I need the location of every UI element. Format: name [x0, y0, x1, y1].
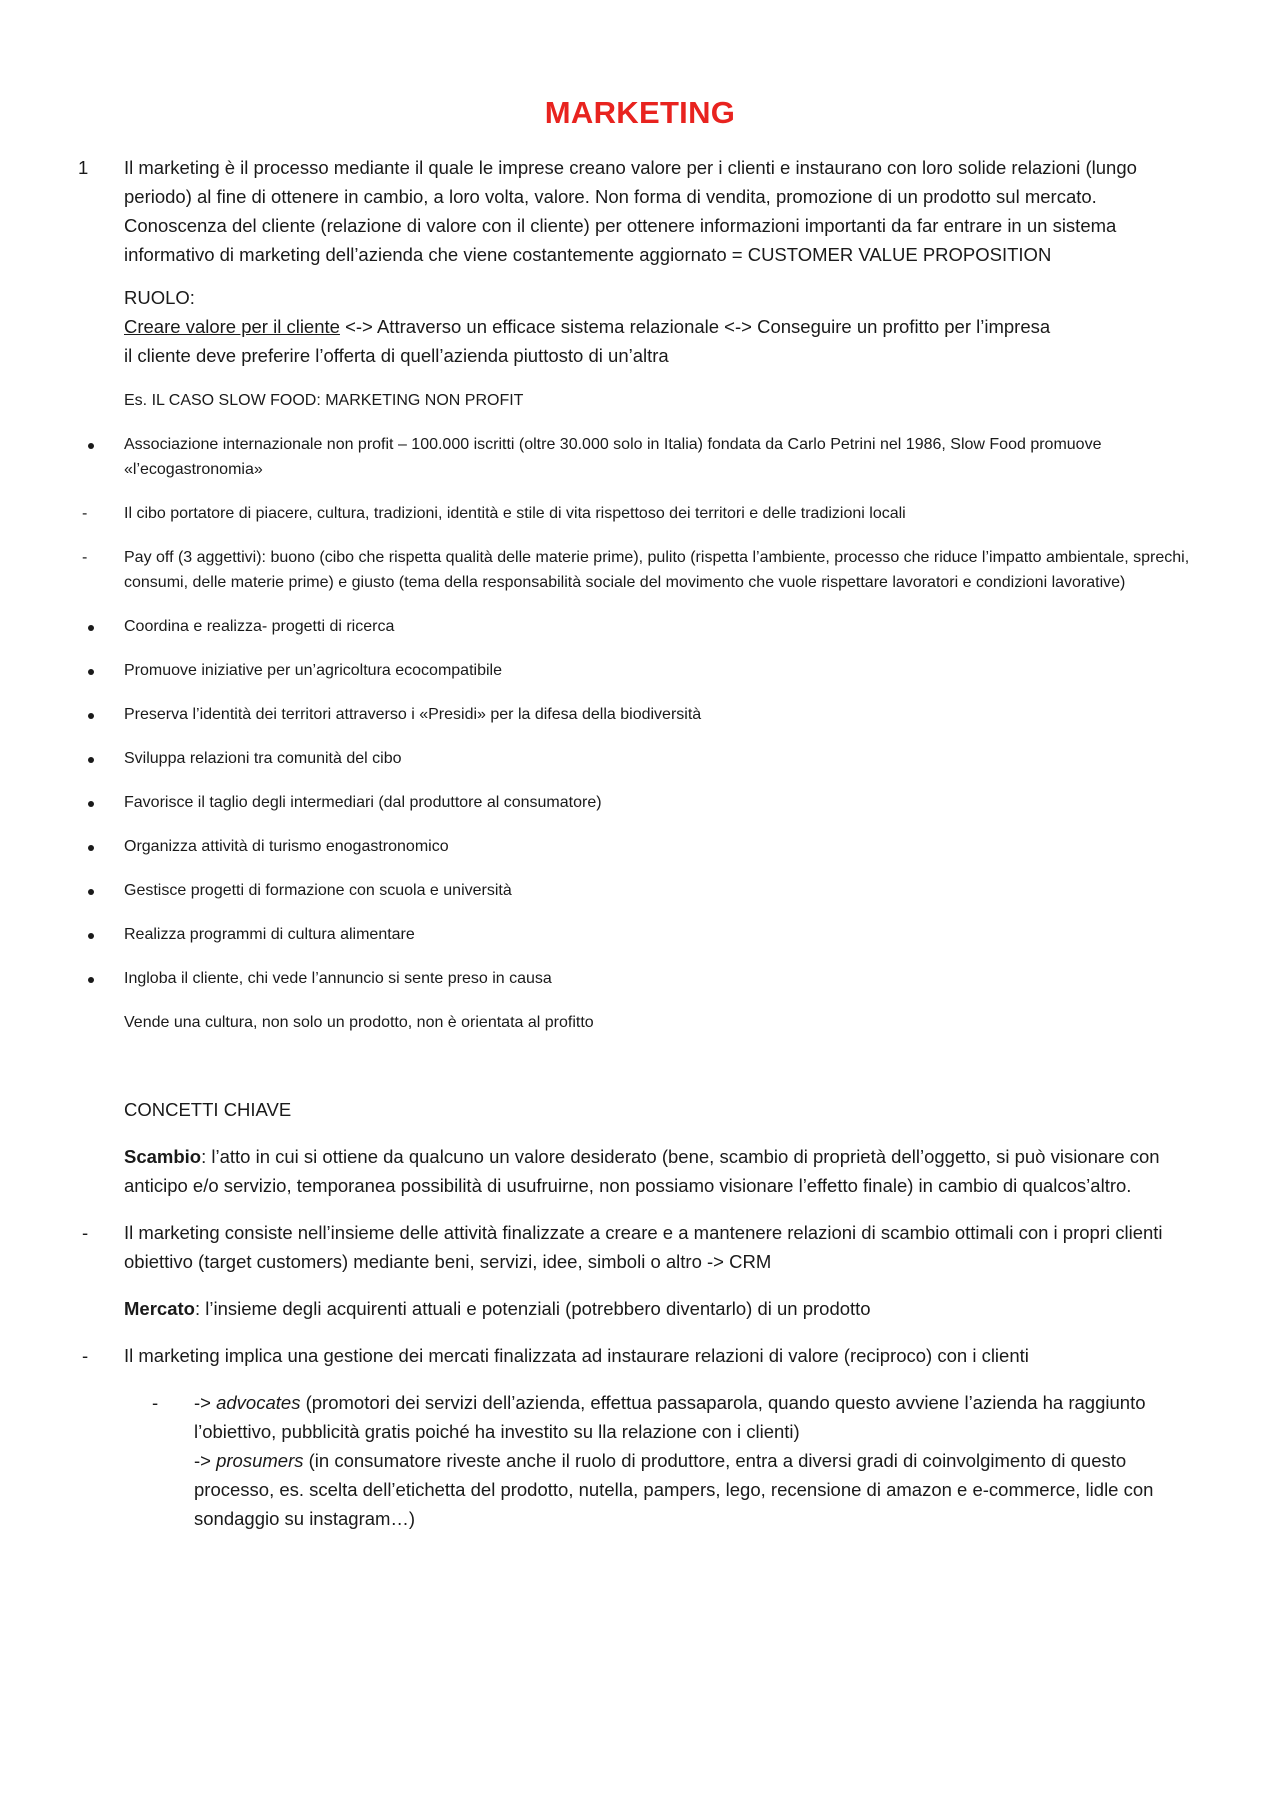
list-item — [72, 746, 1208, 771]
dash-item-crm — [72, 1218, 1208, 1276]
list-item-text: Organizza attività di turismo enogastronomico — [124, 838, 449, 855]
list-item — [72, 545, 1208, 595]
prosumers-line — [194, 1446, 1208, 1533]
arrow-text: -> — [194, 1450, 217, 1471]
ruolo-underlined-phrase: Creare valore per il cliente — [124, 316, 340, 337]
ruolo-heading: RUOLO: — [124, 287, 195, 308]
bullet-dot-icon — [88, 933, 94, 939]
bullet-dot-icon — [72, 658, 124, 683]
mercato-term: Mercato — [124, 1298, 195, 1319]
intro-paragraph-1: Il marketing è il processo mediante il quale le imprese creano valore per i clienti e instaurano con loro solide relazioni (lungo periodo) al fine di ottenere in cambio, a loro volta, valore. Non forma di vendita, promozione di un prodotto sul mercato. — [124, 157, 1137, 207]
bullet-dot-icon — [72, 790, 124, 815]
bullet-dot-icon — [72, 702, 124, 727]
prosumers-text: (in consumatore riveste anche il ruolo di produttore, entra a diversi gradi di coinvolgimento di questo processo, es. scelta dell’etichetta del prodotto, nutella, pampers, lego, recensione di amazon e e-commerce, lidle con sondaggio su instagram…) — [194, 1450, 1154, 1529]
bullet-dot-icon — [88, 713, 94, 719]
arrow-text: -> — [194, 1392, 217, 1413]
bullet-dot-icon — [88, 443, 94, 449]
ruolo-line-1-rest: <-> Attraverso un efficace sistema relazionale <-> Conseguire un profitto per l’impresa — [339, 316, 1051, 337]
dash-marker: - — [82, 505, 88, 522]
list-item-text: Gestisce progetti di formazione con scuola e università — [124, 882, 512, 899]
list-note: Vende una cultura, non solo un prodotto, non è orientata al profitto — [124, 1014, 594, 1031]
list-item-text: Il cibo portatore di piacere, cultura, tradizioni, identità e stile di vita rispettoso dei territori e delle tradizioni locali — [124, 505, 906, 522]
intro-section — [72, 153, 1208, 269]
bullet-dot-icon — [88, 669, 94, 675]
bullet-dot-icon — [72, 614, 124, 639]
list-item-text: Favorisce il taglio degli intermediari (dal produttore al consumatore) — [124, 794, 602, 811]
advocates-term: advocates — [216, 1392, 301, 1413]
bullet-dot-icon — [88, 757, 94, 763]
bullet-dot-icon — [88, 977, 94, 983]
bullet-dot-icon — [72, 746, 124, 771]
ruolo-section — [72, 283, 1208, 370]
bullet-dot-icon — [72, 966, 124, 991]
prosumers-term: prosumers — [216, 1450, 304, 1471]
list-item-text: Coordina e realizza- progetti di ricerca — [124, 618, 395, 635]
scambio-text: : l’atto in cui si ottiene da qualcuno un valore desiderato (bene, scambio di proprietà dell’oggetto, si può visionare con anticipo e/o servizio, temporanea possibilità di usufruirne, non possiamo visionare l’effetto finale) in cambio di qualcos’altro. — [124, 1146, 1160, 1196]
list-item — [72, 432, 1208, 482]
bullet-dot-icon — [88, 845, 94, 851]
list-item — [72, 878, 1208, 903]
list-item-text: Pay off (3 aggettivi): buono (cibo che rispetta qualità delle materie prime), pulito (rispetta l’ambiente, processo che riduce l’impatto ambientale, sprechi, consumi, delle materie prime) e giusto (tema della responsabilità sociale del movimento che vuole rispettare lavoratori e condizioni lavorative) — [124, 549, 1190, 591]
list-item — [72, 614, 1208, 639]
intro-paragraph-2: Conoscenza del cliente (relazione di valore con il cliente) per ottenere informazioni importanti da far entrare in un sistema informativo di marketing dell’azienda che viene costantemente aggiornato = CUSTOMER VALUE PROPOSITION — [124, 215, 1117, 265]
dash-item-text: Il marketing implica una gestione dei mercati finalizzata ad instaurare relazioni di valore (reciproco) con i clienti — [124, 1345, 1029, 1366]
list-item-text: Promuove iniziative per un’agricoltura ecocompatibile — [124, 662, 502, 679]
slow-food-list — [72, 432, 1208, 991]
list-item-text: Preserva l’identità dei territori attraverso i «Presidi» per la difesa della biodiversità — [124, 706, 702, 723]
scambio-term: Scambio — [124, 1146, 202, 1167]
section-number: 1 — [78, 157, 89, 178]
list-item — [72, 658, 1208, 683]
list-item — [72, 790, 1208, 815]
advocates-text: (promotori dei servizi dell’azienda, effettua passaparola, quando questo avviene l’azienda ha raggiunto l’obiettivo, pubblicità gratis poiché ha investito su lla relazione con i clienti) — [194, 1392, 1146, 1442]
dash-item-text: Il marketing consiste nell’insieme delle attività finalizzate a creare e a mantenere relazioni di scambio ottimali con i propri clienti obiettivo (target customers) mediante beni, servizi, idee, simboli o altro -> CRM — [124, 1222, 1163, 1272]
bullet-dot-icon — [88, 801, 94, 807]
scambio-definition — [72, 1142, 1208, 1200]
bullet-dot-icon — [72, 878, 124, 903]
list-item — [72, 702, 1208, 727]
bullet-dot-icon — [88, 889, 94, 895]
example-heading: Es. IL CASO SLOW FOOD: MARKETING NON PROFIT — [124, 392, 524, 409]
mercato-definition — [72, 1294, 1208, 1323]
dash-item-mercati — [72, 1341, 1208, 1370]
sub-item-advocates — [72, 1388, 1208, 1533]
advocates-line — [194, 1388, 1208, 1446]
dash-marker: - — [82, 1222, 89, 1243]
list-item — [72, 922, 1208, 947]
dash-marker: - — [82, 549, 88, 566]
ruolo-line-1 — [124, 312, 1208, 341]
list-item-text: Ingloba il cliente, chi vede l’annuncio si sente preso in causa — [124, 970, 552, 987]
sub-dash-marker: - — [152, 1392, 159, 1413]
list-item — [72, 501, 1208, 526]
list-item — [72, 834, 1208, 859]
concetti-heading: CONCETTI CHIAVE — [124, 1099, 292, 1120]
bullet-dot-icon — [72, 432, 124, 457]
mercato-text: : l’insieme degli acquirenti attuali e potenziali (potrebbero diventarlo) di un prodotto — [194, 1298, 871, 1319]
bullet-dot-icon — [72, 922, 124, 947]
list-item-text: Associazione internazionale non profit – 100.000 iscritti (oltre 30.000 solo in Italia) fondata da Carlo Petrini nel 1986, Slow Food promuove «l’ecogastronomia» — [124, 436, 1102, 478]
page-title: MARKETING — [544, 95, 736, 130]
list-item-text: Realizza programmi di cultura alimentare — [124, 926, 415, 943]
ruolo-line-2: il cliente deve preferire l’offerta di quell’azienda piuttosto di un’altra — [124, 345, 669, 366]
dash-marker: - — [82, 1345, 89, 1366]
bullet-dot-icon — [72, 834, 124, 859]
list-item — [72, 966, 1208, 991]
bullet-dot-icon — [88, 625, 94, 631]
list-item-text: Sviluppa relazioni tra comunità del cibo — [124, 750, 402, 767]
